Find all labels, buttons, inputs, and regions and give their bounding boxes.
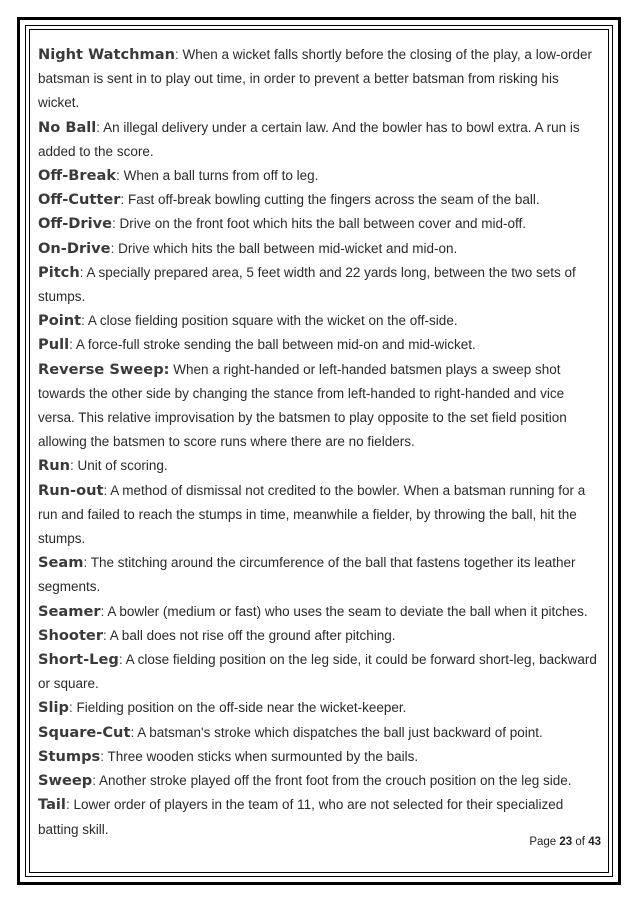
page-number	[529, 836, 601, 848]
glossary-term: Short-Leg	[38, 651, 119, 669]
glossary-entry: Tail: Lower order of players in the team of 11, who are not selected for their specialized batting skill.	[38, 796, 564, 837]
glossary-definition: A bowler (medium or fast) who uses the seam to deviate the ball when it pitches.	[107, 603, 588, 619]
glossary-definition: A specially prepared area, 5 feet width and 22 yards long, between the two sets of stumps.	[38, 264, 576, 305]
glossary-term: Tail	[38, 796, 66, 814]
glossary-entry: Run-out: A method of dismissal not credited to the bowler. When a batsman running for a run and failed to reach the stumps in time, meanwhile a fielder, by throwing the ball, hit the stumps.	[38, 481, 586, 547]
glossary-term: Square-Cut	[38, 723, 131, 741]
glossary-definition: Three wooden sticks when surmounted by the bails.	[107, 748, 419, 764]
glossary-definition: A batsman's stroke which dispatches the ball just backward of point.	[137, 724, 543, 740]
glossary-definition: Fast off-break bowling cutting the fingers across the seam of the ball.	[127, 192, 540, 208]
glossary-entry: Square-Cut: A batsman's stroke which dispatches the ball just backward of point.	[38, 723, 543, 741]
glossary-entry: Point: A close fielding position square with the wicket on the off-side.	[38, 312, 458, 330]
glossary-term: Pull	[38, 336, 70, 354]
glossary-term: Off-Cutter	[38, 191, 121, 209]
glossary-entry: Seam: The stitching around the circumference of the ball that fastens together its leather segments.	[38, 554, 576, 595]
glossary-term: Seamer	[38, 602, 101, 620]
glossary-term: Point	[38, 312, 82, 330]
glossary-definition: Lower order of players in the team of 11, who are not selected for their specialized batting skill.	[38, 797, 564, 837]
glossary-entry: Off-Break: When a ball turns from off to leg.	[38, 167, 319, 185]
glossary-term: Off-Drive	[38, 215, 113, 233]
of-label: of	[575, 836, 585, 848]
glossary-definition: An illegal delivery under a certain law. And the bowler has to bowl extra. A run is added to the score.	[38, 119, 580, 159]
glossary-definition: Drive on the front foot which hits the ball between cover and mid-off.	[119, 216, 527, 232]
glossary-definition: A close fielding position square with the wicket on the off-side.	[87, 313, 458, 329]
glossary-entry: Seamer: A bowler (medium or fast) who uses the seam to deviate the ball when it pitches.	[38, 602, 588, 620]
glossary-list	[38, 43, 598, 842]
glossary-entry: Slip: Fielding position on the off-side near the wicket-keeper.	[38, 699, 407, 717]
glossary-term: Pitch	[38, 263, 80, 281]
glossary-definition: Fielding position on the off-side near the wicket-keeper.	[76, 700, 407, 716]
glossary-term: On-Drive	[38, 239, 111, 257]
glossary-entry: Stumps: Three wooden sticks when surmounted by the bails.	[38, 747, 419, 765]
page-label: Page	[529, 836, 557, 848]
glossary-term: Run	[38, 457, 71, 475]
glossary-entry: Off-Drive: Drive on the front foot which hits the ball between cover and mid-off.	[38, 215, 527, 233]
glossary-entry: Shooter: A ball does not rise off the ground after pitching.	[38, 626, 396, 644]
glossary-entry: Pitch: A specially prepared area, 5 feet width and 22 yards long, between the two sets of stumps.	[38, 263, 576, 305]
glossary-entry: Pull: A force-full stroke sending the ball between mid-on and mid-wicket.	[38, 336, 476, 354]
glossary-entry: Off-Cutter: Fast off-break bowling cutting the fingers across the seam of the ball.	[38, 191, 540, 209]
glossary-term: Shooter	[38, 626, 104, 644]
glossary-definition: A close fielding position on the leg side, it could be forward short-leg, backward or square.	[38, 652, 597, 692]
glossary-term: Slip	[38, 699, 69, 717]
glossary-definition: Another stroke played off the front foot from the crouch position on the leg side.	[99, 773, 572, 789]
glossary-definition: A force-full stroke sending the ball between mid-on and mid-wicket.	[75, 337, 476, 353]
current-page: 23	[559, 836, 573, 848]
glossary-entry: Short-Leg: A close fielding position on the leg side, it could be forward short-leg, backward or square.	[38, 651, 597, 692]
glossary-definition: The stitching around the circumference of the ball that fastens together its leather segments.	[38, 555, 576, 595]
glossary-definition: Unit of scoring.	[77, 458, 168, 474]
glossary-entry: Night Watchman: When a wicket falls shortly before the closing of the play, a low-order batsman is sent in to play out time, in order to prevent a better batsman from risking his wicket.	[38, 46, 592, 111]
glossary-term: Stumps	[38, 747, 101, 765]
glossary-definition: Drive which hits the ball between mid-wicket and mid-on.	[118, 240, 458, 256]
glossary-entry: On-Drive: Drive which hits the ball between mid-wicket and mid-on.	[38, 239, 458, 257]
glossary-entry: Sweep: Another stroke played off the front foot from the crouch position on the leg side.	[38, 772, 572, 790]
glossary-entry	[38, 358, 598, 455]
glossary-term: No Ball	[38, 118, 97, 136]
glossary-term: Off-Break	[38, 167, 117, 185]
glossary-definition: When a right-handed or left-handed batsmen plays a sweep shot towards the other side by changing the stance from left-handed to right-handed and vice versa. This relative improvisation by the batsmen to play opposite to the set field position allowing the batsmen to score runs where there are no fielders.	[38, 361, 567, 450]
glossary-term: Reverse Sweep:	[38, 360, 170, 378]
glossary-definition: A method of dismissal not credited to the bowler. When a batsman running for a run and failed to reach the stumps in time, meanwhile a fielder, by throwing the ball, hit the stumps.	[38, 482, 586, 547]
glossary-entry: Run: Unit of scoring.	[38, 457, 168, 475]
glossary-definition: When a wicket falls shortly before the closing of the play, a low-order batsman is sent in to play out time, in order to prevent a better batsman from risking his wicket.	[38, 47, 592, 111]
glossary-term: Sweep	[38, 772, 93, 790]
glossary-term: Run-out	[38, 481, 104, 499]
glossary-definition: A ball does not rise off the ground after pitching.	[109, 627, 396, 643]
total-pages: 43	[588, 836, 601, 848]
glossary-term: Seam	[38, 554, 84, 572]
glossary-definition: When a ball turns from off to leg.	[123, 168, 319, 184]
glossary-term: Night Watchman	[38, 46, 175, 63]
glossary-entry: No Ball: An illegal delivery under a certain law. And the bowler has to bowl extra. A run is added to the score.	[38, 118, 580, 159]
